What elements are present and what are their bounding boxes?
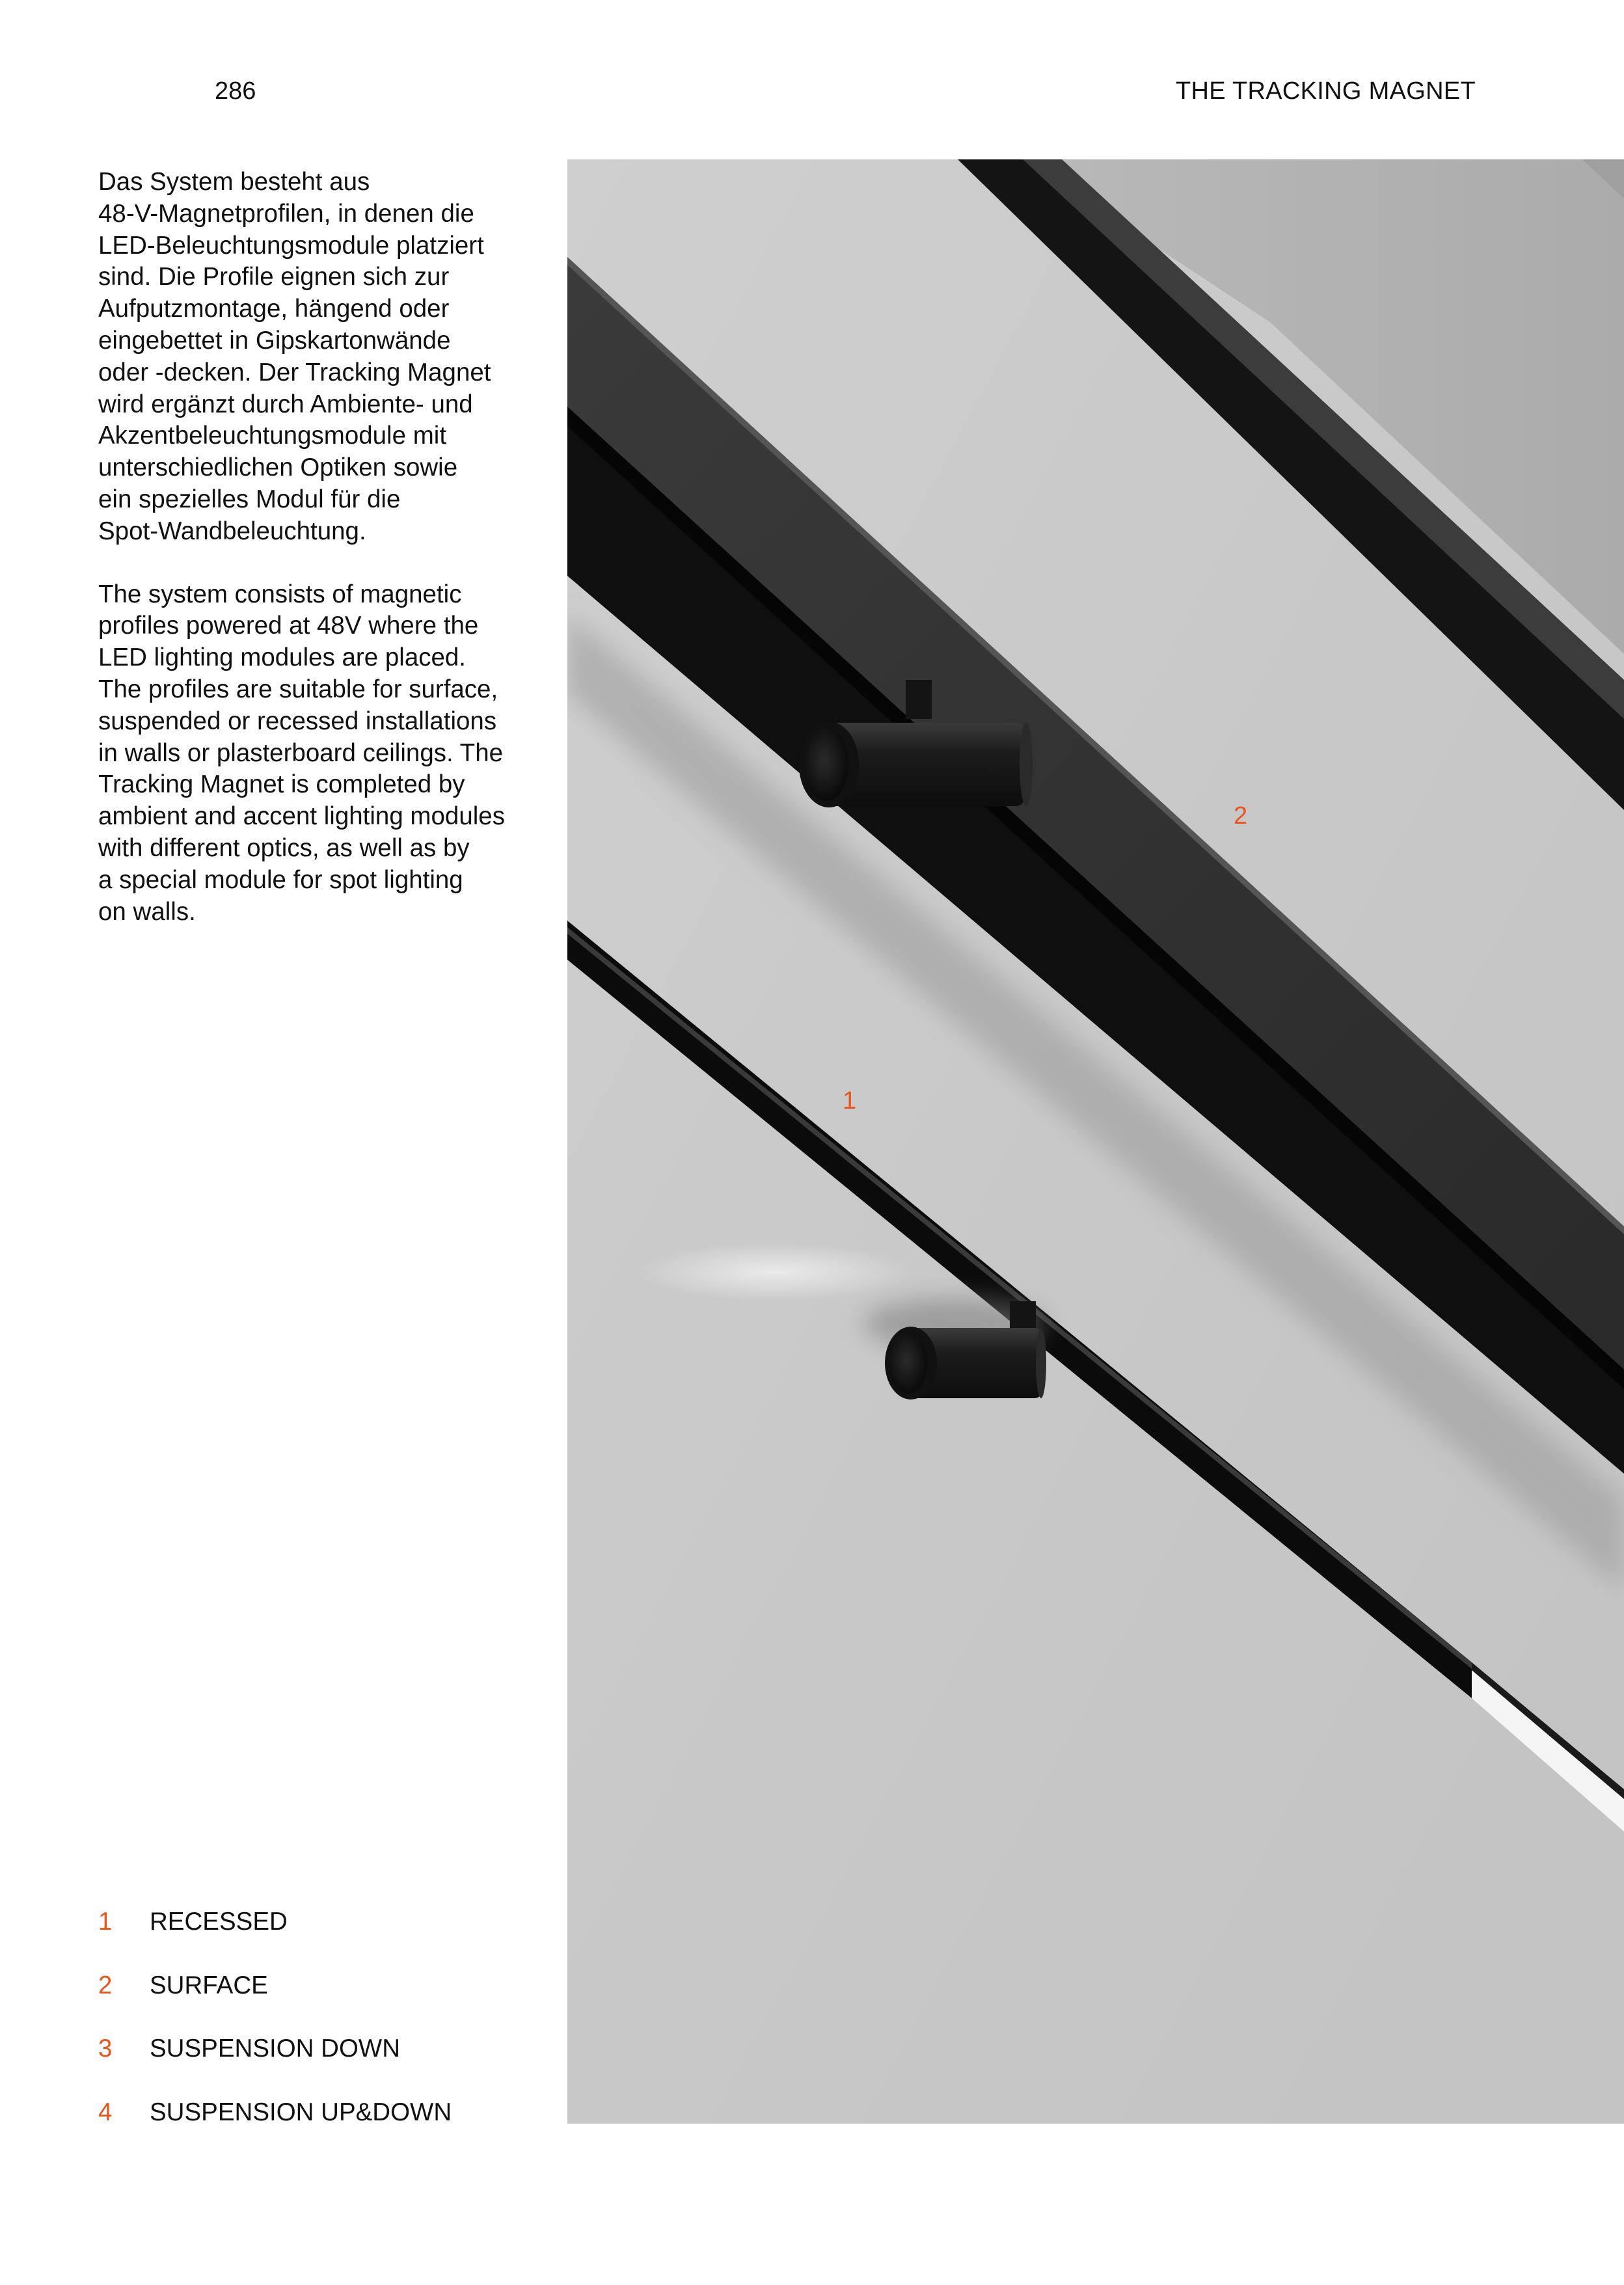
text-line: with different optics, as well as by bbox=[98, 833, 470, 862]
text-line: sind. Die Profile eignen sich zur bbox=[98, 263, 450, 291]
page-number: 286 bbox=[215, 77, 256, 105]
text-line: LED lighting modules are placed. bbox=[98, 643, 466, 672]
text-line: The system consists of magnetic bbox=[98, 580, 462, 608]
legend-list bbox=[98, 1906, 554, 2160]
text-line: ambient and accent lighting modules bbox=[98, 802, 505, 831]
legend-label: SUSPENSION DOWN bbox=[150, 2035, 401, 2062]
legend-label: RECESSED bbox=[150, 1908, 288, 1936]
text-line: LED-Beleuchtungsmodule platziert bbox=[98, 231, 484, 260]
intro-english-paragraph bbox=[98, 579, 554, 928]
legend-item bbox=[98, 2097, 554, 2161]
legend-item bbox=[98, 1906, 554, 1970]
legend-item bbox=[98, 2033, 554, 2097]
light-glow bbox=[639, 1243, 912, 1301]
legend-label: SUSPENSION UP&DOWN bbox=[150, 2098, 452, 2126]
intro-german-paragraph bbox=[98, 167, 554, 548]
product-photo bbox=[567, 159, 1624, 2124]
text-line: Akzentbeleuchtungsmodule mit bbox=[98, 422, 447, 450]
legend-number: 2 bbox=[98, 1971, 113, 1999]
text-line: a special module for spot lighting bbox=[98, 865, 463, 894]
text-line: ein spezielles Modul für die bbox=[98, 485, 401, 513]
legend-number: 3 bbox=[98, 2035, 113, 2062]
text-line: in walls or plasterboard ceilings. The bbox=[98, 738, 504, 767]
text-line: Tracking Magnet is completed by bbox=[98, 770, 465, 799]
text-line: wird ergänzt durch Ambiente- und bbox=[98, 390, 473, 418]
legend-number: 1 bbox=[98, 1908, 113, 1936]
text-line: profiles powered at 48V where the bbox=[98, 612, 479, 640]
text-line: Das System besteht aus bbox=[98, 168, 370, 196]
text-line: suspended or recessed installations bbox=[98, 707, 497, 735]
intro-text bbox=[98, 167, 554, 959]
text-line: oder -decken. Der Tracking Magnet bbox=[98, 358, 491, 386]
text-line: Spot-Wandbeleuchtung. bbox=[98, 517, 366, 545]
legend-label: SURFACE bbox=[150, 1971, 268, 1999]
running-title: THE TRACKING MAGNET bbox=[1175, 77, 1476, 105]
text-line: eingebettet in Gipskartonwände bbox=[98, 326, 451, 355]
callout-1: 1 bbox=[843, 1087, 857, 1115]
ceiling-track-illustration bbox=[567, 159, 1624, 2124]
text-line: Aufputzmontage, hängend oder bbox=[98, 295, 450, 323]
legend-number: 4 bbox=[98, 2098, 113, 2126]
text-line: 48-V-Magnetprofilen, in denen die bbox=[98, 199, 474, 228]
text-line: unterschiedlichen Optiken sowie bbox=[98, 453, 458, 482]
callout-2: 2 bbox=[1234, 802, 1248, 830]
legend-item bbox=[98, 1970, 554, 2034]
text-line: The profiles are suitable for surface, bbox=[98, 675, 498, 703]
text-line: on walls. bbox=[98, 897, 196, 926]
